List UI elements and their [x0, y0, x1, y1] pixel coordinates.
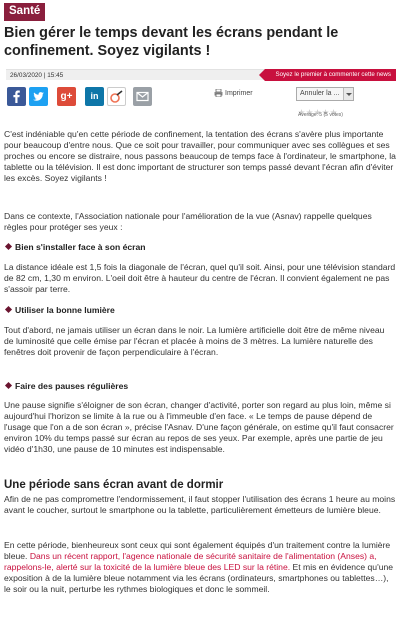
- rating-select-value: Annuler la ...: [300, 90, 340, 97]
- mail-icon: [133, 87, 152, 106]
- linkedin-icon: in: [90, 91, 99, 101]
- section-1-title: Bien s'installer face à son écran: [6, 242, 146, 253]
- twitter-icon: [29, 87, 48, 106]
- section-1-text: La distance idéale est 1,5 fois la diagonale de l'écran, quel qu'il soit. Ainsi, pour une télévision standard de 82 cm, 1,30 m environ. L'oeil doit être à hauteur du centre de l'écran. Il convient également ne pas s'assoir par terre.: [4, 262, 396, 294]
- google-plus-share-button[interactable]: [57, 87, 76, 106]
- anses-report-link[interactable]: Dans un récent rapport, l'agence nationale de sécurité sanitaire de l'alimentation (Anses) a, rappelons-le, alerté sur la toxicité de la lumière bleue des LED sur la rétine.: [4, 551, 377, 572]
- comment-link[interactable]: Soyez le premier à commenter cette news: [265, 69, 396, 81]
- viadeo-share-button[interactable]: [107, 87, 126, 106]
- category-tag[interactable]: Santé: [4, 3, 45, 21]
- bullet-icon: [5, 306, 12, 313]
- section-2-title: Utiliser la bonne lumière: [6, 305, 115, 316]
- twitter-share-button[interactable]: [29, 87, 48, 106]
- meta-bar: [6, 69, 396, 80]
- article-title: Bien gérer le temps devant les écrans pendant le confinement. Soyez vigilants !: [4, 25, 339, 59]
- sleep-paragraph-1: Afin de ne pas compromettre l'endormissement, il faut stopper l'utilisation des écrans 1 heure au moins avant le coucher, surtout le smartphone ou la tablette, particulièrement émetteurs de lumière bleue.: [4, 494, 396, 515]
- sleep-paragraph-2: En cette période, bienheureux sont ceux qui sont également équipés d'un traitement contre la lumière bleue. Dans un récent rapport, l'agence nationale de sécurité sanitaire de l'alimentation (Anses) a, rappelons-le, alerté sur la toxicité de la lumière bleue des LED sur la rétine. Et mis en évidence qu'une exposition à de la lumière bleue notamment via les écrans (ordinateurs, smartphones ou tablettes…), le soir ou la nuit, perturbe les rythmes biologiques et donc le sommeil.: [4, 540, 394, 594]
- intro-paragraph-1: C'est indéniable qu'en cette période de confinement, la tentation des écrans s'avère plus importante pour beaucoup d'entre nous. Que ce soit pour travailler, pour communiquer avec ses collègues et ses proches ou encore se distraire, nous passons beaucoup de temps face à l'ordinateur, le smartphone, la tablette ou la télévision. Il est donc important de structurer son temps passé devant l'écran afin d'éviter les excès. Soyez vigilants !: [4, 129, 396, 183]
- print-button[interactable]: [214, 89, 253, 98]
- publish-date: 26/03/2020 | 15:45: [10, 72, 64, 79]
- rating-stars[interactable]: [298, 103, 338, 111]
- section-2-text: Tout d'abord, ne jamais utiliser un écran dans le noir. La lumière artificielle doit être de même niveau de luminosité que celle émise par l'écran et placée à moins de 3 mètres. La lumière naturelle des fenêtres doit provenir de façon perpendiculaire à l'écran.: [4, 325, 385, 357]
- chevron-down-icon: [343, 88, 353, 100]
- google-plus-icon: g+: [60, 91, 73, 102]
- bullet-icon: [5, 243, 12, 250]
- section-3-title: Faire des pauses régulières: [6, 381, 128, 392]
- facebook-share-button[interactable]: [7, 87, 26, 106]
- rating-select[interactable]: [296, 87, 354, 101]
- section-heading: Une période sans écran avant de dormir: [4, 479, 224, 491]
- printer-icon: [214, 89, 223, 97]
- bullet-icon: [5, 382, 12, 389]
- print-label: Imprimer: [225, 90, 253, 97]
- linkedin-share-button[interactable]: [85, 87, 104, 106]
- email-share-button[interactable]: [133, 87, 152, 106]
- facebook-icon: [7, 87, 26, 106]
- viadeo-icon: [108, 88, 125, 105]
- intro-paragraph-2: Dans ce contexte, l'Association nationale pour l'amélioration de la vue (Asnav) rappelle quelques règles pour protéger ses yeux :: [4, 211, 372, 232]
- section-3-text: Une pause signifie s'éloigner de son écran, changer d'activité, porter son regard au plus loin, même si aujourd'hui l'horizon se limite à la rue ou à l'immeuble d'en face. « Le temps de pause dépend de l'usage que l'on a de son écran », précise l'Asnav. D'une façon générale, on estime qu'il faut consacrer environ 10% du temps passé sur écran au repos de ses yeux. Par exemple, après une partie de jeu vidéo d'1h30, une pause de 10 minutes est indispensable.: [4, 400, 394, 454]
- rating-average: Average: 5 (5 votes): [298, 112, 343, 118]
